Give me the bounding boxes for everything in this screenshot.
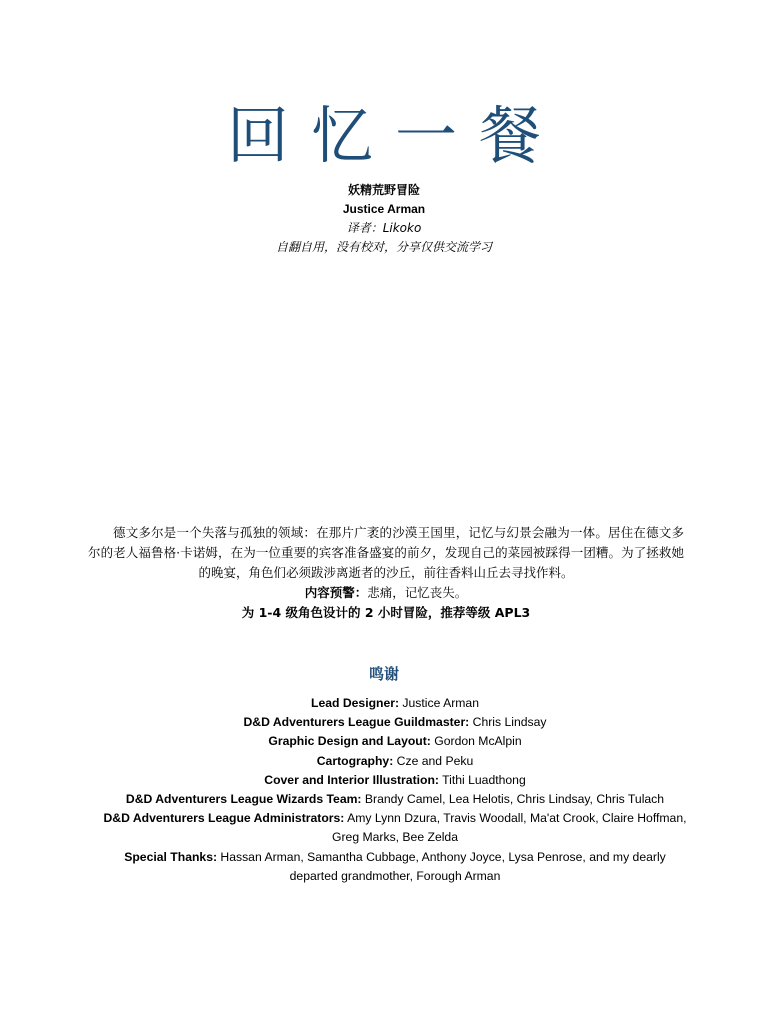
credit-names: Tithi Luadthong: [438, 772, 526, 787]
credit-names: Chris Lindsay: [469, 715, 547, 730]
credit-line: [100, 752, 690, 771]
credits-heading: 鸣谢: [368, 665, 399, 683]
credit-names: Hassan Arman, Samantha Cubbage, Anthony Joyce, Lysa Penrose, and my dearly departed grandmother, Forough Arman: [217, 849, 666, 883]
apl-recommendation: 为 1-4 级角色设计的 2 小时冒险，推荐等级 APL3: [241, 605, 531, 620]
content-warning-label: 内容预警：: [304, 585, 368, 600]
credit-line: [100, 848, 690, 886]
translation-note: 自翻自用，没有校对，分享仅供交流学习: [275, 240, 492, 254]
credit-line: [100, 809, 690, 847]
credit-names: Brandy Camel, Lea Helotis, Chris Lindsay, Chris Tulach: [361, 792, 665, 807]
author-name: Justice Arman: [342, 202, 426, 216]
credit-line: [100, 771, 690, 790]
adventure-description: 德文多尔是一个失落与孤独的领域：在那片广袤的沙漠王国里，记忆与幻景会融为一体。居住在德文多尔的老人福鲁格·卡诺姆，在为一位重要的宾客准备盛宴的前夕，发现自己的菜园被踩得一团糟。为了拯救她的晚宴，角色们必须跋涉离逝者的沙丘，前往香料山丘去寻找作料。: [88, 525, 684, 580]
translator-credit: 译者：Likoko: [346, 221, 422, 235]
credit-names: Justice Arman: [399, 696, 479, 710]
credit-role: Cartography:: [316, 753, 394, 768]
credit-role: D&D Adventurers League Administrators:: [103, 811, 345, 826]
document-subtitle: 妖精荒野冒险: [347, 183, 420, 197]
credit-names: Cze and Peku: [393, 753, 474, 768]
credit-role: D&D Adventurers League Guildmaster:: [243, 715, 470, 730]
credit-role: Special Thanks:: [124, 849, 218, 864]
title-info: [0, 181, 768, 257]
credits-list: [100, 694, 690, 886]
content-warning-text: 悲痛，记忆丧失。: [367, 585, 468, 600]
credit-line: [100, 694, 690, 713]
credit-role: D&D Adventurers League Wizards Team:: [125, 792, 362, 807]
credit-line: [100, 732, 690, 751]
credit-line: [100, 713, 690, 732]
content-warning: [88, 583, 684, 603]
credit-names: Gordon McAlpin: [430, 734, 522, 749]
credit-line: [100, 790, 690, 809]
credit-role: Lead Designer:: [311, 696, 400, 710]
intro-section: [88, 523, 684, 623]
credit-role: Graphic Design and Layout:: [268, 734, 431, 749]
document-title: 回忆一餐: [226, 99, 563, 172]
credit-names: Amy Lynn Dzura, Travis Woodall, Ma'at Crook, Claire Hoffman, Greg Marks, Bee Zelda: [332, 811, 687, 845]
credit-role: Cover and Interior Illustration:: [264, 772, 439, 787]
